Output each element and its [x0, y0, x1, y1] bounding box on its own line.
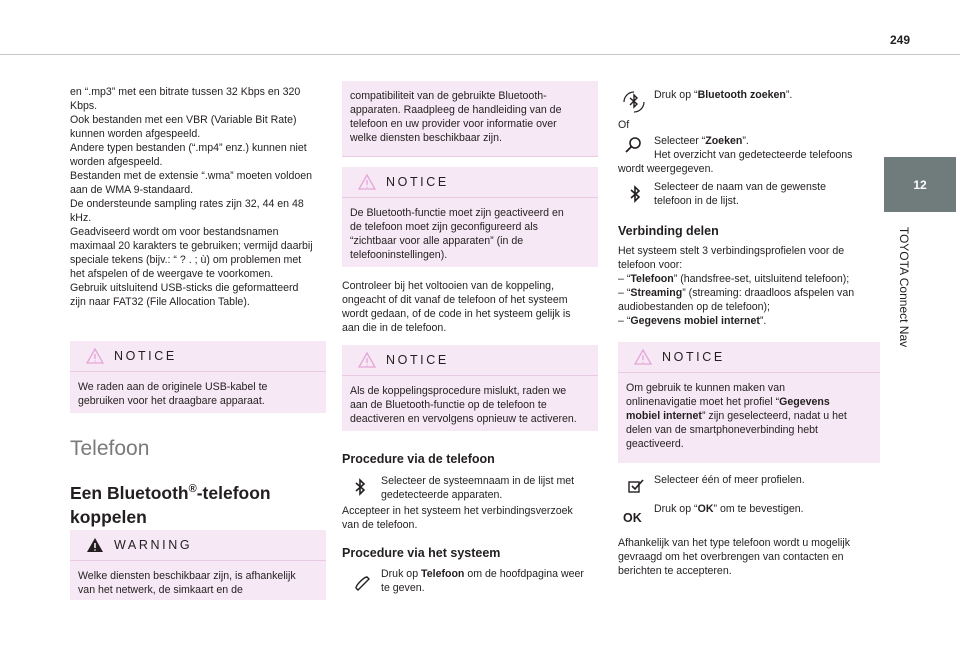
- chapter-title-vertical: [896, 218, 912, 358]
- text-line: Welke diensten beschikbaar zijn, is afhankelijk: [78, 570, 296, 582]
- warning-box-continued: [342, 81, 598, 157]
- text-run-bold: Telefoon: [421, 568, 465, 580]
- text-run-bold: Bluetooth zoeken: [697, 89, 786, 101]
- text-line: De Bluetooth-functie moet zijn geactiveerd en: [350, 207, 564, 219]
- text-run: onlinenavigatie moet het profiel “: [626, 396, 780, 408]
- notice-box-failure: [342, 345, 598, 431]
- text-line: zijn naar FAT32 (File Allocation Table).: [70, 296, 250, 308]
- text-line: apparaten. Raadpleeg de handleiding van de: [350, 104, 562, 116]
- procedure-phone-title: Procedure via de telefoon: [342, 452, 495, 466]
- text-line: berichten te accepteren.: [618, 565, 732, 577]
- text-run-bold: mobiel internet: [626, 410, 702, 422]
- text-line: Geadviseerd wordt om voor bestandsnamen: [70, 226, 279, 238]
- text-line: gevraagd om het overbrengen van contacten en: [618, 551, 844, 563]
- connection-sharing-text: [618, 244, 880, 328]
- text-run: ”: [682, 287, 686, 299]
- text-line: telefoon voor:: [618, 259, 683, 271]
- text-run: (streaming: draadloos afspelen van: [685, 287, 855, 299]
- text-line: van de telefoon.: [342, 519, 418, 531]
- text-line: delen van de smartphoneverbinding hebt: [626, 424, 819, 436]
- step-select-phone: [654, 180, 884, 208]
- warning-triangle-icon: [86, 537, 104, 553]
- notice-triangle-icon: [358, 352, 376, 368]
- text-line: Andere typen bestanden (“.mp4” enz.) kunnen niet: [70, 142, 307, 154]
- pairing-paragraph: [342, 279, 602, 335]
- text-line: audiobestanden op de telefoon);: [618, 301, 770, 313]
- text-line: aan die in de telefoon.: [342, 322, 447, 334]
- text-run: ”.: [742, 135, 749, 147]
- notice-header: [618, 342, 880, 373]
- heading-part: Een Bluetooth: [70, 482, 189, 503]
- text-line: Selecteer de systeemnaam in de lijst met: [381, 475, 575, 487]
- warning-box: [70, 530, 326, 600]
- notice-box-bluetooth: [342, 167, 598, 267]
- search-icon: [623, 135, 643, 155]
- warning-body: [70, 561, 326, 605]
- notice-label: NOTICE: [662, 350, 725, 364]
- notice-header: [342, 345, 598, 376]
- notice-label: NOTICE: [386, 175, 449, 189]
- text-line: van het netwerk, de simkaart en de: [78, 584, 243, 596]
- warning-label: WARNING: [114, 538, 193, 552]
- notice-body: [342, 376, 598, 434]
- text-run: ”.: [785, 89, 793, 101]
- heading-part: koppelen: [70, 506, 147, 527]
- text-run: “: [626, 273, 631, 285]
- chapter-tab: 12: [884, 157, 956, 212]
- bluetooth-icon: [625, 184, 645, 204]
- text-line: Selecteer de naam van de gewenste: [654, 181, 826, 193]
- text-line: aan de WMA 9-standaard.: [70, 184, 194, 196]
- text-line: gebruiken voor het draagbare apparaat.: [78, 395, 265, 407]
- text-run: om de hoofdpagina weer: [464, 568, 584, 580]
- text-line: te geven.: [381, 582, 425, 594]
- notice-triangle-icon: [634, 349, 652, 365]
- bluetooth-search-icon: [620, 90, 648, 114]
- text-run-bold: Gegevens: [779, 396, 830, 408]
- text-run: Druk op “: [654, 503, 698, 515]
- text-line: ongeacht of dit vanaf de telefoon of het systeem: [342, 294, 568, 306]
- text-line: maximaal 20 karakters te gebruiken; vermijd daarbij: [70, 240, 313, 252]
- page-number: 249: [889, 33, 911, 47]
- text-run: ”: [759, 315, 764, 327]
- header-rule: [0, 54, 960, 55]
- text-line: kunnen worden afgespeeld.: [70, 128, 201, 140]
- connection-sharing-title: Verbinding delen: [618, 224, 719, 238]
- text-line: deactiveren en vervolgens opnieuw te activeren.: [350, 413, 577, 425]
- profile-name: Streaming: [630, 287, 683, 299]
- procedure-phone-after: [342, 504, 602, 532]
- text-line: Als de koppelingsprocedure mislukt, raden we: [350, 385, 567, 397]
- chapter-title: TOYOTA Connect Nav: [897, 226, 911, 348]
- notice-box-online-nav: [618, 342, 880, 463]
- text-line: telefoon in de lijst.: [654, 195, 739, 207]
- text-run: ” om te bevestigen.: [713, 503, 804, 515]
- text-line: en “.mp3” met een bitrate tussen 32 Kbps en 320: [70, 86, 301, 98]
- text-run: Selecteer “: [654, 135, 706, 147]
- phone-icon: [352, 573, 372, 593]
- text-line: De ondersteunde sampling rates zijn 32, 44 en 48: [70, 198, 304, 210]
- warning-body-continued: [342, 81, 598, 153]
- text-line: wordt gedaan, of de code in het systeem gelijk is: [342, 308, 571, 320]
- text-line: Gebruik uitsluitend USB-sticks die geformatteerd: [70, 282, 299, 294]
- or-label: Of: [618, 119, 630, 131]
- text-run: ” zijn geselecteerd, nadat u het: [701, 410, 847, 422]
- text-line: telefoon en uw provider voor informatie over: [350, 118, 557, 130]
- procedure-phone-step: [381, 474, 611, 502]
- text-line: kHz.: [70, 212, 92, 224]
- profile-name: Gegevens mobiel internet: [630, 315, 760, 327]
- text-line: geactiveerd.: [626, 438, 684, 450]
- notice-body: [342, 198, 598, 270]
- bluetooth-icon: [350, 477, 370, 497]
- text-line: gedetecteerde apparaten.: [381, 489, 503, 501]
- text-line: Ook bestanden met een VBR (Variable Bit Rate): [70, 114, 297, 126]
- text-line: het afspelen of de weergave te voorkomen.: [70, 268, 274, 280]
- heading-part: -telefoon: [196, 482, 271, 503]
- list-item: [618, 314, 880, 328]
- notice-body: [618, 373, 880, 459]
- notice-header: [70, 341, 326, 372]
- step-confirm-ok: [654, 502, 874, 516]
- warning-header: [70, 530, 326, 561]
- text-run: ”: [673, 273, 678, 285]
- text-run: “: [626, 315, 631, 327]
- notice-header: [342, 167, 598, 198]
- notice-label: NOTICE: [386, 353, 449, 367]
- text-line: speciale tekens (bijv.: “ ? . ; ù) om problemen met: [70, 254, 302, 266]
- text-line: Controleer bij het voltooien van de koppeling,: [342, 280, 555, 292]
- profile-name: Telefoon: [630, 273, 674, 285]
- text-run: Druk op “: [654, 89, 698, 101]
- step-bluetooth-search: [654, 88, 874, 102]
- notice-body: [70, 372, 326, 416]
- text-run: “: [626, 287, 631, 299]
- text-line: Afhankelijk van het type telefoon wordt u mogelijk: [618, 537, 851, 549]
- text-line: Kbps.: [70, 100, 98, 112]
- list-item: [618, 272, 880, 286]
- notice-triangle-icon: [358, 174, 376, 190]
- final-paragraph: [618, 536, 880, 578]
- text-line: wordt weergegeven.: [618, 163, 714, 175]
- text-line: “zichtbaar voor alle apparaten” (in de: [350, 235, 524, 247]
- section-title: Telefoon: [70, 437, 150, 460]
- text-line: Om gebruik te kunnen maken van: [626, 382, 785, 394]
- text-line: compatibiliteit van de gebruikte Bluetooth-: [350, 90, 547, 102]
- text-run: –: [618, 273, 627, 285]
- notice-label: NOTICE: [114, 349, 177, 363]
- heading-bluetooth: [70, 477, 271, 529]
- text-run: .: [763, 315, 767, 327]
- text-run-bold: OK: [697, 503, 714, 515]
- text-run: –: [618, 287, 627, 299]
- text-line: worden afgespeeld.: [70, 156, 163, 168]
- notice-box-usb: [70, 341, 326, 413]
- text-line: Het systeem stelt 3 verbindingsprofielen voor de: [618, 245, 845, 257]
- text-line: Bestanden met de extensie “.wma” moeten voldoen: [70, 170, 313, 182]
- step-search: [654, 134, 884, 162]
- checkbox-icon: [626, 476, 646, 496]
- procedure-system-title: Procedure via het systeem: [342, 546, 501, 560]
- text-line: aan de Bluetooth-functie op de telefoon te: [350, 399, 547, 411]
- text-line: de telefoon moet zijn geconfigureerd als: [350, 221, 538, 233]
- text-run: –: [618, 315, 627, 327]
- text-line: Accepteer in het systeem het verbindingsverzoek: [342, 505, 573, 517]
- column-1-intro: [70, 85, 326, 309]
- text-run: Druk op: [381, 568, 422, 580]
- text-run: (handsfree-set, uitsluitend telefoon);: [677, 273, 850, 285]
- procedure-system-step: [381, 567, 611, 595]
- text-run-bold: Zoeken: [705, 135, 743, 147]
- text-line: telefooninstellingen).: [350, 249, 448, 261]
- text-line: We raden aan de originele USB-kabel te: [78, 381, 268, 393]
- text-line: Het overzicht van gedetecteerde telefoons: [654, 149, 853, 161]
- list-item: [618, 286, 880, 300]
- registered-mark: ®: [188, 483, 197, 495]
- step-select-profiles: Selecteer één of meer profielen.: [654, 474, 805, 486]
- text-line: welke diensten beschikbaar zijn.: [350, 132, 502, 144]
- notice-triangle-icon: [86, 348, 104, 364]
- ok-icon: OK: [623, 511, 642, 525]
